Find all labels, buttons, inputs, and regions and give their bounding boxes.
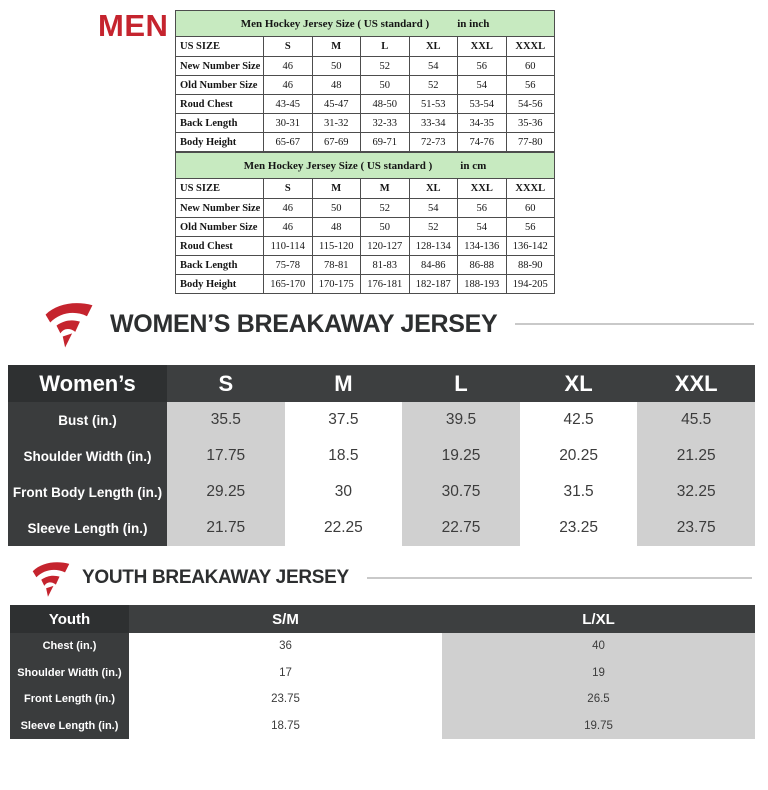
cell-value: 86-88: [458, 256, 507, 275]
cell-value: 54-56: [506, 95, 555, 114]
cell-value: 54: [458, 76, 507, 95]
cell-value: 23.75: [637, 510, 755, 546]
cell-value: 21.75: [167, 510, 285, 546]
cell-value: 54: [409, 57, 458, 76]
row-label: Old Number Size: [176, 218, 264, 237]
men-table-inch: [175, 10, 554, 152]
table-row: [176, 95, 555, 114]
cell-value: 19.75: [442, 713, 755, 740]
cell-value: 56: [458, 57, 507, 76]
cell-value: 50: [361, 76, 410, 95]
cell-value: 136-142: [506, 237, 555, 256]
cell-value: 78-81: [312, 256, 361, 275]
cell-value: 48-50: [361, 95, 410, 114]
cell-value: 18.75: [129, 713, 442, 740]
column-header: XL: [409, 37, 458, 57]
youth-section-title: YOUTH BREAKAWAY JERSEY: [82, 567, 349, 588]
column-header: XXXL: [506, 37, 555, 57]
fanatics-logo-icon: [30, 559, 72, 598]
youth-header-divider-line: [367, 577, 752, 579]
column-header: XXL: [458, 179, 507, 199]
cell-value: 75-78: [264, 256, 313, 275]
cell-value: 52: [361, 199, 410, 218]
column-header: M: [361, 179, 410, 199]
table-row: [176, 57, 555, 76]
cell-value: 33-34: [409, 114, 458, 133]
row-label: Shoulder Width (in.): [8, 438, 167, 474]
column-header: US SIZE: [176, 37, 264, 57]
cell-value: 60: [506, 57, 555, 76]
table-title-row: [176, 11, 555, 37]
cell-value: 88-90: [506, 256, 555, 275]
cell-value: 56: [458, 199, 507, 218]
cell-value: 46: [264, 199, 313, 218]
table-unit-text: in cm: [460, 159, 487, 172]
cell-value: 34-35: [458, 114, 507, 133]
row-label: Roud Chest: [176, 237, 264, 256]
cell-value: 26.5: [442, 686, 755, 713]
row-label: Body Height: [176, 275, 264, 294]
column-header: US SIZE: [176, 179, 264, 199]
table-row: [176, 114, 555, 133]
cell-value: 35.5: [167, 402, 285, 438]
column-header: M: [312, 37, 361, 57]
row-label: Front Length (in.): [10, 686, 129, 713]
table-title: [176, 153, 555, 179]
table-title-text: Men Hockey Jersey Size ( US standard ): [240, 17, 430, 30]
column-header: L: [402, 365, 520, 402]
cell-value: 45.5: [637, 402, 755, 438]
cell-value: 50: [312, 199, 361, 218]
cell-value: 46: [264, 76, 313, 95]
cell-value: 50: [361, 218, 410, 237]
column-header: XXL: [637, 365, 755, 402]
men-section-label: MEN: [98, 8, 169, 43]
row-label: Sleeve Length (in.): [10, 713, 129, 740]
cell-value: 30.75: [402, 474, 520, 510]
column-header: S/M: [129, 605, 442, 633]
men-table-cm: [175, 152, 554, 294]
cell-value: 29.25: [167, 474, 285, 510]
table-corner-header: Youth: [10, 605, 129, 633]
cell-value: 128-134: [409, 237, 458, 256]
cell-value: 77-80: [506, 133, 555, 152]
table-corner-header: Women’s: [8, 365, 167, 402]
row-label: Bust (in.): [8, 402, 167, 438]
cell-value: 46: [264, 218, 313, 237]
cell-value: 17: [129, 660, 442, 687]
cell-value: 50: [312, 57, 361, 76]
cell-value: 19.25: [402, 438, 520, 474]
youth-size-table: [10, 605, 755, 739]
fanatics-logo-icon: [42, 299, 96, 349]
column-header: L: [361, 37, 410, 57]
row-label: Roud Chest: [176, 95, 264, 114]
column-header: XXXL: [506, 179, 555, 199]
cell-value: 20.25: [520, 438, 638, 474]
cell-value: 120-127: [361, 237, 410, 256]
cell-value: 52: [409, 218, 458, 237]
cell-value: 67-69: [312, 133, 361, 152]
cell-value: 37.5: [285, 402, 403, 438]
womens-section-header: [42, 296, 754, 352]
cell-value: 65-67: [264, 133, 313, 152]
cell-value: 194-205: [506, 275, 555, 294]
row-label: Body Height: [176, 133, 264, 152]
table-row: [176, 237, 555, 256]
cell-value: 30: [285, 474, 403, 510]
youth-section-header: [30, 556, 752, 600]
table-title: [176, 11, 555, 37]
men-size-table: [175, 10, 555, 152]
cell-value: 81-83: [361, 256, 410, 275]
row-label: Back Length: [176, 114, 264, 133]
cell-value: 36: [129, 633, 442, 660]
cell-value: 19: [442, 660, 755, 687]
column-header: XL: [520, 365, 638, 402]
row-label: Sleeve Length (in.): [8, 510, 167, 546]
cell-value: 53-54: [458, 95, 507, 114]
cell-value: 46: [264, 57, 313, 76]
table-header-row: [176, 179, 555, 199]
row-label: Shoulder Width (in.): [10, 660, 129, 687]
cell-value: 43-45: [264, 95, 313, 114]
cell-value: 182-187: [409, 275, 458, 294]
cell-value: 54: [409, 199, 458, 218]
womens-section-title: WOMEN’S BREAKAWAY JERSEY: [110, 309, 498, 338]
cell-value: 21.25: [637, 438, 755, 474]
cell-value: 176-181: [361, 275, 410, 294]
table-header-row: [176, 37, 555, 57]
column-header: M: [285, 365, 403, 402]
cell-value: 52: [361, 57, 410, 76]
cell-value: 48: [312, 218, 361, 237]
row-label: New Number Size: [176, 57, 264, 76]
column-header: XXL: [458, 37, 507, 57]
cell-value: 115-120: [312, 237, 361, 256]
table-title-text: Men Hockey Jersey Size ( US standard ): [243, 159, 433, 172]
column-header: M: [312, 179, 361, 199]
cell-value: 40: [442, 633, 755, 660]
cell-value: 31.5: [520, 474, 638, 510]
cell-value: 72-73: [409, 133, 458, 152]
cell-value: 22.75: [402, 510, 520, 546]
table-row: [176, 76, 555, 95]
cell-value: 42.5: [520, 402, 638, 438]
table-row: [176, 275, 555, 294]
table-title-row: [176, 153, 555, 179]
cell-value: 23.75: [129, 686, 442, 713]
cell-value: 17.75: [167, 438, 285, 474]
table-row: [176, 133, 555, 152]
column-header: S: [264, 37, 313, 57]
cell-value: 48: [312, 76, 361, 95]
womens-size-table: [8, 365, 755, 546]
cell-value: 69-71: [361, 133, 410, 152]
men-size-tables: [175, 10, 554, 294]
cell-value: 35-36: [506, 114, 555, 133]
cell-value: 188-193: [458, 275, 507, 294]
column-header: L/XL: [442, 605, 755, 633]
cell-value: 60: [506, 199, 555, 218]
cell-value: 18.5: [285, 438, 403, 474]
row-label: Back Length: [176, 256, 264, 275]
cell-value: 31-32: [312, 114, 361, 133]
table-unit-text: in inch: [457, 17, 490, 30]
row-label: Old Number Size: [176, 76, 264, 95]
cell-value: 32.25: [637, 474, 755, 510]
cell-value: 170-175: [312, 275, 361, 294]
cell-value: 23.25: [520, 510, 638, 546]
table-row: [176, 199, 555, 218]
cell-value: 39.5: [402, 402, 520, 438]
cell-value: 110-114: [264, 237, 313, 256]
womens-header-divider-line: [515, 323, 754, 325]
cell-value: 51-53: [409, 95, 458, 114]
cell-value: 74-76: [458, 133, 507, 152]
cell-value: 54: [458, 218, 507, 237]
column-header: S: [167, 365, 285, 402]
cell-value: 32-33: [361, 114, 410, 133]
men-size-table: [175, 152, 555, 294]
cell-value: 84-86: [409, 256, 458, 275]
cell-value: 45-47: [312, 95, 361, 114]
column-header: XL: [409, 179, 458, 199]
cell-value: 22.25: [285, 510, 403, 546]
cell-value: 30-31: [264, 114, 313, 133]
cell-value: 134-136: [458, 237, 507, 256]
cell-value: 56: [506, 76, 555, 95]
table-row: [176, 256, 555, 275]
row-label: New Number Size: [176, 199, 264, 218]
cell-value: 52: [409, 76, 458, 95]
row-label: Chest (in.): [10, 633, 129, 660]
table-row: [176, 218, 555, 237]
cell-value: 56: [506, 218, 555, 237]
column-header: S: [264, 179, 313, 199]
cell-value: 165-170: [264, 275, 313, 294]
row-label: Front Body Length (in.): [8, 474, 167, 510]
